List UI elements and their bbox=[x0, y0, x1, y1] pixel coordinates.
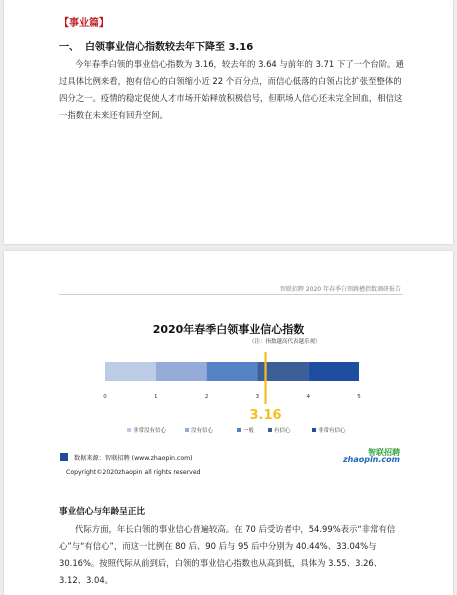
legend-label: 没有信心 bbox=[191, 428, 214, 434]
value-label: 3.16 bbox=[249, 408, 282, 423]
section-tag: 【事业篇】 bbox=[59, 18, 109, 29]
chart-title: 2020年春季白领事业信心指数 bbox=[152, 323, 305, 336]
chart-note: （注：指数越高代表越乐观） bbox=[249, 339, 321, 345]
bar-segment-2 bbox=[156, 362, 207, 381]
confidence-index-chart bbox=[4, 251, 453, 451]
report-page-1 bbox=[4, 0, 453, 244]
x-tick-label: 0 bbox=[103, 394, 107, 400]
bar-segment-1 bbox=[105, 362, 156, 381]
legend-swatch bbox=[268, 428, 272, 432]
heading-number: 一、 bbox=[59, 42, 79, 53]
x-tick-label: 5 bbox=[357, 394, 361, 400]
generation-paragraph: 代际方面，年长白领的事业信心普遍较高。在 70 后受访者中，54.99%表示“非常有信心”与“有信心”，而这一比例在 80 后、90 后与 95 后中分别为 40.44%、33.04%与 30.16%。按照代际从前到后，白领的事业信心指数也从高到低，具体为 3.55、3.26、3.12、3.04。 bbox=[59, 524, 396, 585]
data-source: 数据来源：智联招聘 (www.zhaopin.com) bbox=[74, 455, 193, 462]
legend-label: 一般 bbox=[243, 428, 255, 434]
intro-paragraph: 今年春季白领的事业信心指数为 3.16，较去年的 3.64 与前年的 3.71 下了一个台阶。通过具体比例来看，抱有信心的白领缩小近 22 个百分点，而信心低落的白领占比扩张至整体的四分之一。疫情的稳定促使人才市场开始释放积极信号，但职场人信心还未完全回血，相信这一指数在未来还有回升空间。 bbox=[59, 59, 404, 120]
zhaopin-logo bbox=[340, 447, 400, 465]
legend-swatch bbox=[185, 428, 189, 432]
heading-text: 白领事业信心指数较去年下降至 3.16 bbox=[85, 42, 254, 53]
bar-segment-5 bbox=[308, 362, 359, 381]
x-tick-label: 3 bbox=[255, 394, 260, 400]
report-page-2 bbox=[4, 251, 453, 595]
subsection-heading: 事业信心与年龄呈正比 bbox=[59, 507, 145, 517]
logo-brand-cn: 智联招聘 bbox=[368, 448, 400, 457]
logo-brand-en: zhaopin.com bbox=[342, 455, 400, 464]
legend-label: 非常没有信心 bbox=[133, 428, 167, 434]
running-header: 智联招聘 2020 年春季白领跳槽指数调研报告 bbox=[279, 286, 401, 293]
legend-label: 有信心 bbox=[274, 428, 291, 434]
copyright: Copyright©2020zhaopin all rights reserved bbox=[66, 469, 201, 476]
legend-swatch bbox=[127, 428, 131, 432]
x-tick-label: 4 bbox=[306, 394, 310, 400]
legend-swatch bbox=[312, 428, 316, 432]
legend-label: 非常有信心 bbox=[318, 428, 346, 434]
section-heading bbox=[59, 38, 253, 53]
bar-segment-3 bbox=[207, 362, 258, 381]
x-tick-label: 1 bbox=[154, 394, 158, 400]
legend-swatch bbox=[237, 428, 241, 432]
x-tick-label: 2 bbox=[204, 394, 209, 400]
source-square-icon bbox=[60, 453, 68, 461]
